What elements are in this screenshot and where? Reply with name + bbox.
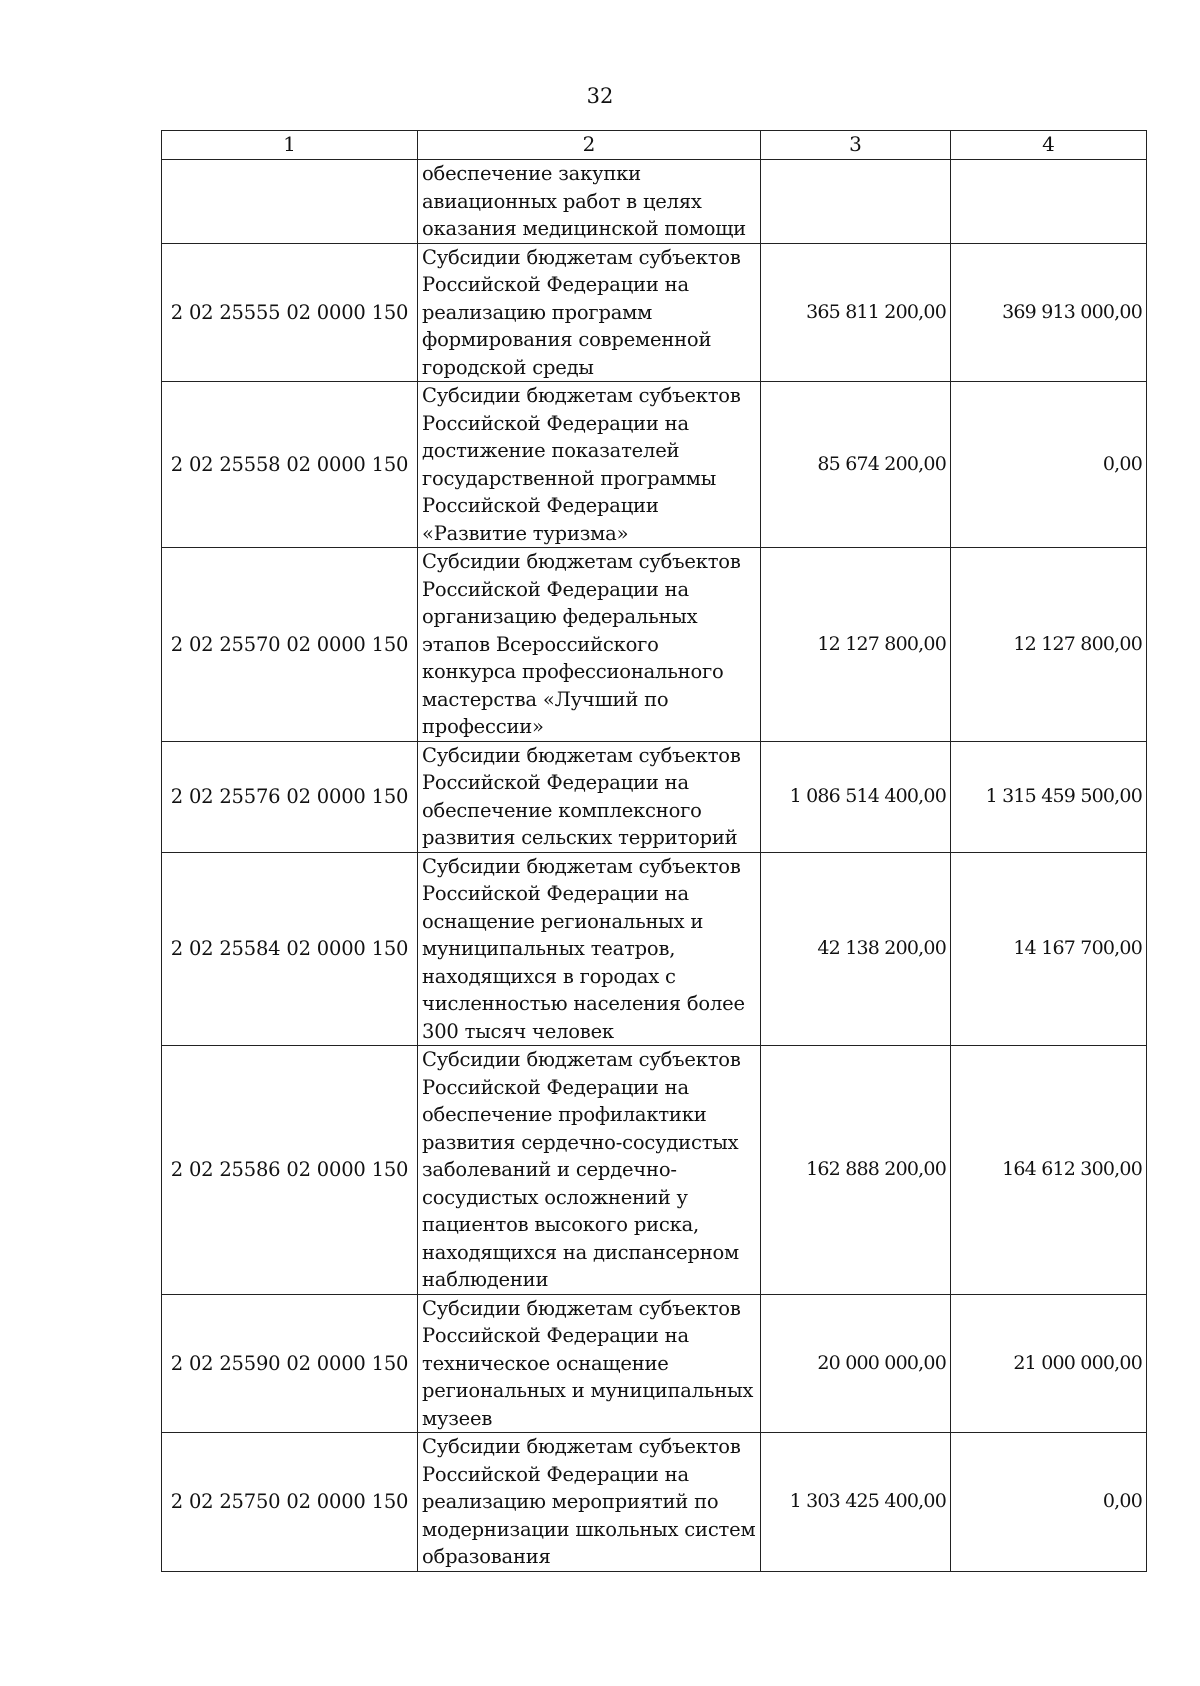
row-name: Субсидии бюджетам субъектов Российской Федерации на достижение показателей государственной программы Российской Федерации «Развитие туризма» [418,382,761,548]
row-name: Субсидии бюджетам субъектов Российской Федерации на организацию федеральных этапов Всероссийского конкурса профессионального мастерства «Лучший по профессии» [418,548,761,742]
table-header-row [162,131,1147,160]
row-code: 2 02 25586 02 0000 150 [162,1046,418,1295]
row-amount-col4 [951,160,1147,244]
row-code: 2 02 25576 02 0000 150 [162,741,418,852]
row-name: Субсидии бюджетам субъектов Российской Федерации на обеспечение комплексного развития сельских территорий [418,741,761,852]
budget-table [161,130,1147,1572]
table-row [162,1294,1147,1433]
row-code: 2 02 25558 02 0000 150 [162,382,418,548]
row-amount-col4: 12 127 800,00 [951,548,1147,742]
row-amount-col3: 12 127 800,00 [761,548,951,742]
table-row [162,243,1147,382]
row-amount-col4: 164 612 300,00 [951,1046,1147,1295]
row-name: Субсидии бюджетам субъектов Российской Федерации на реализацию программ формирования современной городской среды [418,243,761,382]
row-amount-col4: 0,00 [951,382,1147,548]
column-header-3: 3 [761,131,951,160]
row-amount-col3: 1 086 514 400,00 [761,741,951,852]
row-code: 2 02 25590 02 0000 150 [162,1294,418,1433]
row-amount-col4: 14 167 700,00 [951,852,1147,1046]
row-code: 2 02 25570 02 0000 150 [162,548,418,742]
row-amount-col4: 369 913 000,00 [951,243,1147,382]
table-row [162,741,1147,852]
row-code [162,160,418,244]
row-amount-col3: 1 303 425 400,00 [761,1433,951,1572]
table-row [162,382,1147,548]
row-amount-col3: 42 138 200,00 [761,852,951,1046]
row-amount-col3: 162 888 200,00 [761,1046,951,1295]
row-amount-col3: 20 000 000,00 [761,1294,951,1433]
column-header-2: 2 [418,131,761,160]
row-amount-col3 [761,160,951,244]
column-header-1: 1 [162,131,418,160]
table-row [162,1046,1147,1295]
table-row [162,160,1147,244]
row-amount-col4: 0,00 [951,1433,1147,1572]
row-name: обеспечение закупки авиационных работ в целях оказания медицинской помощи [418,160,761,244]
row-amount-col4: 1 315 459 500,00 [951,741,1147,852]
row-amount-col3: 365 811 200,00 [761,243,951,382]
row-code: 2 02 25584 02 0000 150 [162,852,418,1046]
row-code: 2 02 25555 02 0000 150 [162,243,418,382]
row-name: Субсидии бюджетам субъектов Российской Федерации на обеспечение профилактики развития сердечно-сосудистых заболеваний и сердечно-сосудистых осложнений у пациентов высокого риска, находящихся на диспансерном наблюдении [418,1046,761,1295]
row-code: 2 02 25750 02 0000 150 [162,1433,418,1572]
row-amount-col4: 21 000 000,00 [951,1294,1147,1433]
page-number: 32 [586,84,614,108]
table-row [162,852,1147,1046]
row-name: Субсидии бюджетам субъектов Российской Федерации на реализацию мероприятий по модернизации школьных систем образования [418,1433,761,1572]
table-row [162,1433,1147,1572]
row-name: Субсидии бюджетам субъектов Российской Федерации на оснащение региональных и муниципальных театров, находящихся в городах с численностью населения более 300 тысяч человек [418,852,761,1046]
row-name: Субсидии бюджетам субъектов Российской Федерации на техническое оснащение региональных и муниципальных музеев [418,1294,761,1433]
table-row [162,548,1147,742]
column-header-4: 4 [951,131,1147,160]
row-amount-col3: 85 674 200,00 [761,382,951,548]
